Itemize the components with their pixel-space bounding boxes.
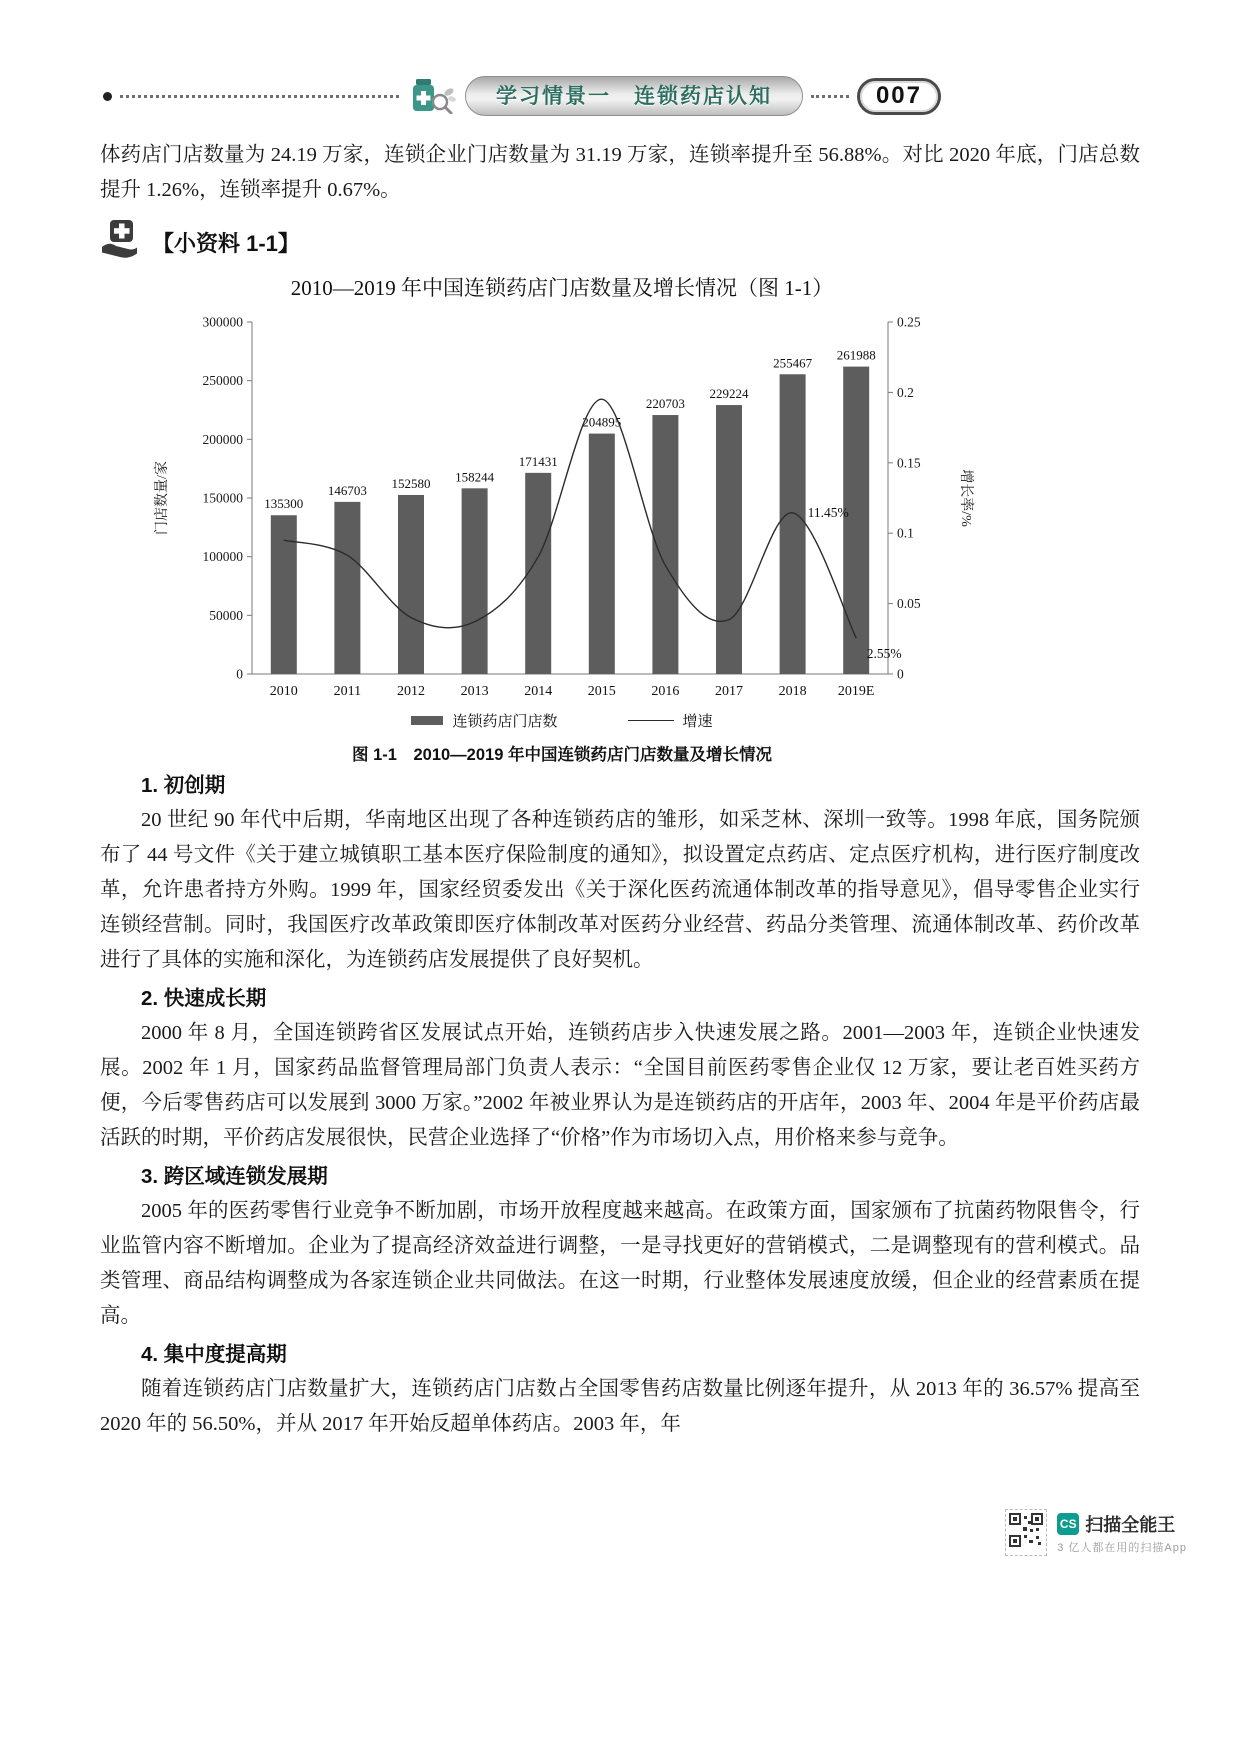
svg-text:146703: 146703 xyxy=(327,482,367,498)
svg-text:150000: 150000 xyxy=(202,490,243,506)
svg-text:261988: 261988 xyxy=(836,347,876,363)
svg-text:2013: 2013 xyxy=(460,684,489,699)
watermark-subtitle: 3 亿人都在用的扫描App xyxy=(1057,1541,1187,1554)
section-paragraph-1: 20 世纪 90 年代中后期，华南地区出现了各种连锁药店的雏形，如采芝林、深圳一致等。1998 年底，国务院颁布了 44 号文件《关于建立城镇职工基本医疗保险制度的通知》，拟设置定点药店、定点医疗机构，进行医疗制度改革，允许患者持方外购。1999 年，国家经贸委发出《关于深化医药流通体制改革的指导意见》，倡导零售企业实行连锁经营制。同时，我国医疗改革政策即医疗体制改革对医药分业经营、药品分类管理、流通体制改革、药价改革进行了具体的实施和深化，为连锁药店发展提供了良好契机。 xyxy=(100,809,1140,971)
line-swatch xyxy=(628,720,674,721)
svg-text:2017: 2017 xyxy=(715,684,743,699)
svg-text:152580: 152580 xyxy=(391,475,431,491)
svg-text:2016: 2016 xyxy=(651,684,680,699)
section-paragraph-3: 2005 年的医药零售行业竞争不断加剧，市场开放程度越来越高。在政策方面，国家颁布了抗菌药物限售令，行业监管内容不断增加。企业为了提高经济效益进行调整，一是寻找更好的营销模式，二是调整现有的营利模式。品类管理、商品结构调整成为各家连锁企业共同做法。在这一时期，行业整体发展速度放缓，但企业的经营素质在提高。 xyxy=(100,1200,1140,1327)
svg-text:300000: 300000 xyxy=(202,314,243,330)
svg-text:135300: 135300 xyxy=(264,496,304,512)
svg-text:11.45%: 11.45% xyxy=(807,504,849,520)
chart-svg xyxy=(148,306,976,708)
svg-text:2010: 2010 xyxy=(269,684,298,699)
svg-text:2018: 2018 xyxy=(778,684,807,699)
watermark-text xyxy=(1057,1511,1187,1555)
page-number-badge xyxy=(857,78,941,115)
svg-text:158244: 158244 xyxy=(455,469,495,485)
chart-caption: 图 1-1 2010—2019 年中国连锁药店门店数量及增长情况 xyxy=(352,746,772,764)
svg-text:220703: 220703 xyxy=(645,396,685,412)
header-title-badge xyxy=(465,76,803,116)
dotted-leader-line xyxy=(811,95,849,98)
note-label: 【小资料 1-1】 xyxy=(152,230,300,256)
svg-text:255467: 255467 xyxy=(773,355,813,371)
svg-text:200000: 200000 xyxy=(202,431,243,447)
header-bullet xyxy=(103,92,112,101)
legend-label-bars: 连锁药店门店数 xyxy=(452,714,558,730)
svg-text:0.1: 0.1 xyxy=(897,525,914,541)
legend-label-line: 增速 xyxy=(682,714,713,730)
dotted-leader-line xyxy=(120,95,399,98)
camscanner-watermark xyxy=(1005,1509,1187,1556)
hand-cross-icon xyxy=(100,220,142,264)
watermark-title: 扫描全能王 xyxy=(1085,1514,1176,1535)
note-heading xyxy=(100,220,1140,264)
section-paragraph-4: 随着连锁药店门店数量扩大，连锁药店门店数占全国零售药店数量比例逐年提升，从 2013 年的 36.57% 提高至 2020 年的 56.50%，并从 2017 年开始反超单体药店。2003 年，年 xyxy=(100,1378,1140,1435)
chart-legend xyxy=(148,710,976,731)
svg-text:2019E: 2019E xyxy=(837,684,875,699)
intro-paragraph: 体药店门店数量为 24.19 万家，连锁企业门店数量为 31.19 万家，连锁率提升至 56.88%。对比 2020 年底，门店总数提升 1.26%，连锁率提升 0.67%。 xyxy=(100,144,1140,201)
svg-text:0.15: 0.15 xyxy=(897,455,921,471)
svg-text:0: 0 xyxy=(236,666,243,682)
svg-text:增长率/%: 增长率/% xyxy=(958,469,973,527)
svg-text:250000: 250000 xyxy=(202,373,243,389)
svg-text:2012: 2012 xyxy=(397,684,425,699)
camscanner-logo: CS xyxy=(1057,1513,1079,1535)
svg-text:204895: 204895 xyxy=(582,414,622,430)
section-heading-4: 4. 集中度提高期 xyxy=(141,1343,287,1366)
svg-text:100000: 100000 xyxy=(202,549,243,565)
svg-text:2014: 2014 xyxy=(524,684,553,699)
svg-text:0.2: 0.2 xyxy=(897,384,914,400)
header-title: 学习情景一 连锁药店认知 xyxy=(495,85,772,108)
svg-text:0.25: 0.25 xyxy=(897,314,921,330)
legend-item-bars xyxy=(411,710,557,731)
bar-swatch xyxy=(411,716,443,725)
section-heading-1: 1. 初创期 xyxy=(141,774,226,797)
svg-text:0.05: 0.05 xyxy=(897,596,921,612)
svg-text:门店数量/家: 门店数量/家 xyxy=(155,461,170,535)
svg-text:2015: 2015 xyxy=(587,684,616,699)
chart-block xyxy=(148,306,976,765)
svg-text:0: 0 xyxy=(897,666,904,682)
page-number: 007 xyxy=(875,81,922,109)
page-content xyxy=(100,138,1140,1442)
svg-text:50000: 50000 xyxy=(209,607,243,623)
page-header xyxy=(103,76,941,116)
svg-text:2011: 2011 xyxy=(333,684,362,699)
section-paragraph-2: 2000 年 8 月，全国连锁跨省区发展试点开始，连锁药店步入快速发展之路。2001—2003 年，连锁企业快速发展。2002 年 1 月，国家药品监督管理局部门负责人表示：“全国目前医药零售企业仅 12 万家，要让老百姓买药方便，今后零售药店可以发展到 3000 万家。”2002 年被业界认为是连锁药店的开店年，2003 年、2004 年是平价药店最活跃的时期，平价药店发展很快，民营企业选择了“价格”作为市场切入点，用价格来参与竞争。 xyxy=(100,1022,1140,1149)
legend-item-line xyxy=(628,710,713,731)
qr-code xyxy=(1005,1509,1047,1556)
chart-title: 2010—2019 年中国连锁药店门店数量及增长情况（图 1-1） xyxy=(290,276,834,300)
section-heading-3: 3. 跨区域连锁发展期 xyxy=(141,1165,328,1188)
svg-text:171431: 171431 xyxy=(518,453,558,469)
svg-text:229224: 229224 xyxy=(709,386,749,402)
section-heading-2: 2. 快速成长期 xyxy=(141,987,267,1010)
medicine-bottle-icon xyxy=(407,78,457,114)
svg-text:2.55%: 2.55% xyxy=(866,646,902,662)
